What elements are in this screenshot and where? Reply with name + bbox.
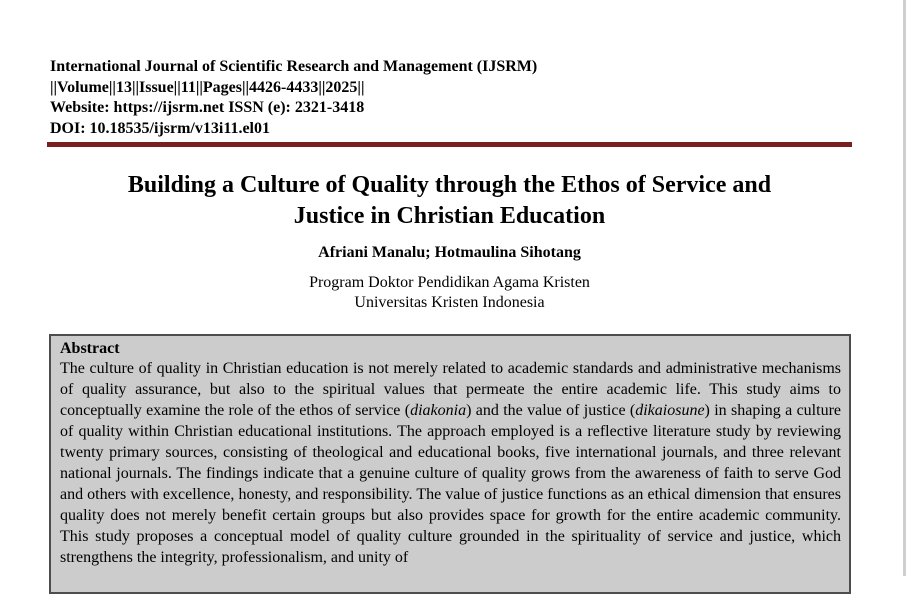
journal-doi-line: DOI: 10.18535/ijsrm/v13i11.el01 [50,119,270,137]
journal-header [50,57,830,139]
affiliation-program: Program Doktor Pendidikan Agama Kristen [309,274,590,291]
abstract-text-part-3: ) in shaping a culture of quality within Christian educational institutions. The approach employed is a reflective literature study by reviewing twenty primary sources, consisting of theological and educational books, five international journals, and three relevant national journals. The findings indicate that a genuine culture of quality grows from the awareness of faith to serve God and others with excellence, honesty, and responsibility. The value of justice functions as an ethical dimension that ensures quality does not merely benefit certain groups but also provides space for growth for the entire academic community. This study proposes a conceptual model of quality culture grounded in the spirituality of service and justice, which strengthens the integrity, professionalism, and unity of [60,402,842,566]
abstract-text-part-1: The culture of quality in Christian education is not merely related to academic standards and administrative mechanisms of quality assurance, but also to the spiritual values that permeate the entire academic life. This study aims to conceptually examine the role of the ethos of service ( [60,360,841,419]
journal-volume-line: ||Volume||13||Issue||11||Pages||4426-4433||2025|| [50,78,365,96]
abstract-term-dikaiosune: dikaiosune [635,402,705,419]
abstract-heading: Abstract [60,340,120,357]
affiliation-university: Universitas Kristen Indonesia [354,294,545,311]
paper-title-line-1: Building a Culture of Quality through the Ethos of Service and [127,172,772,198]
abstract-text-part-2: ) and the value of justice ( [466,402,636,419]
abstract-term-diakonia: diakonia [410,402,467,419]
author-affiliation [47,273,852,313]
header-divider [47,142,852,147]
abstract-text [60,358,841,568]
paper-title [47,170,852,232]
paper-title-line-2: Justice in Christian Education [293,203,606,229]
journal-website-line: Website: https://ijsrm.net ISSN (e): 2321-3418 [50,99,365,116]
journal-name: International Journal of Scientific Research and Management (IJSRM) [50,58,538,75]
paper-authors: Afriani Manalu; Hotmaulina Sihotang [318,244,581,261]
abstract-box [49,334,851,594]
